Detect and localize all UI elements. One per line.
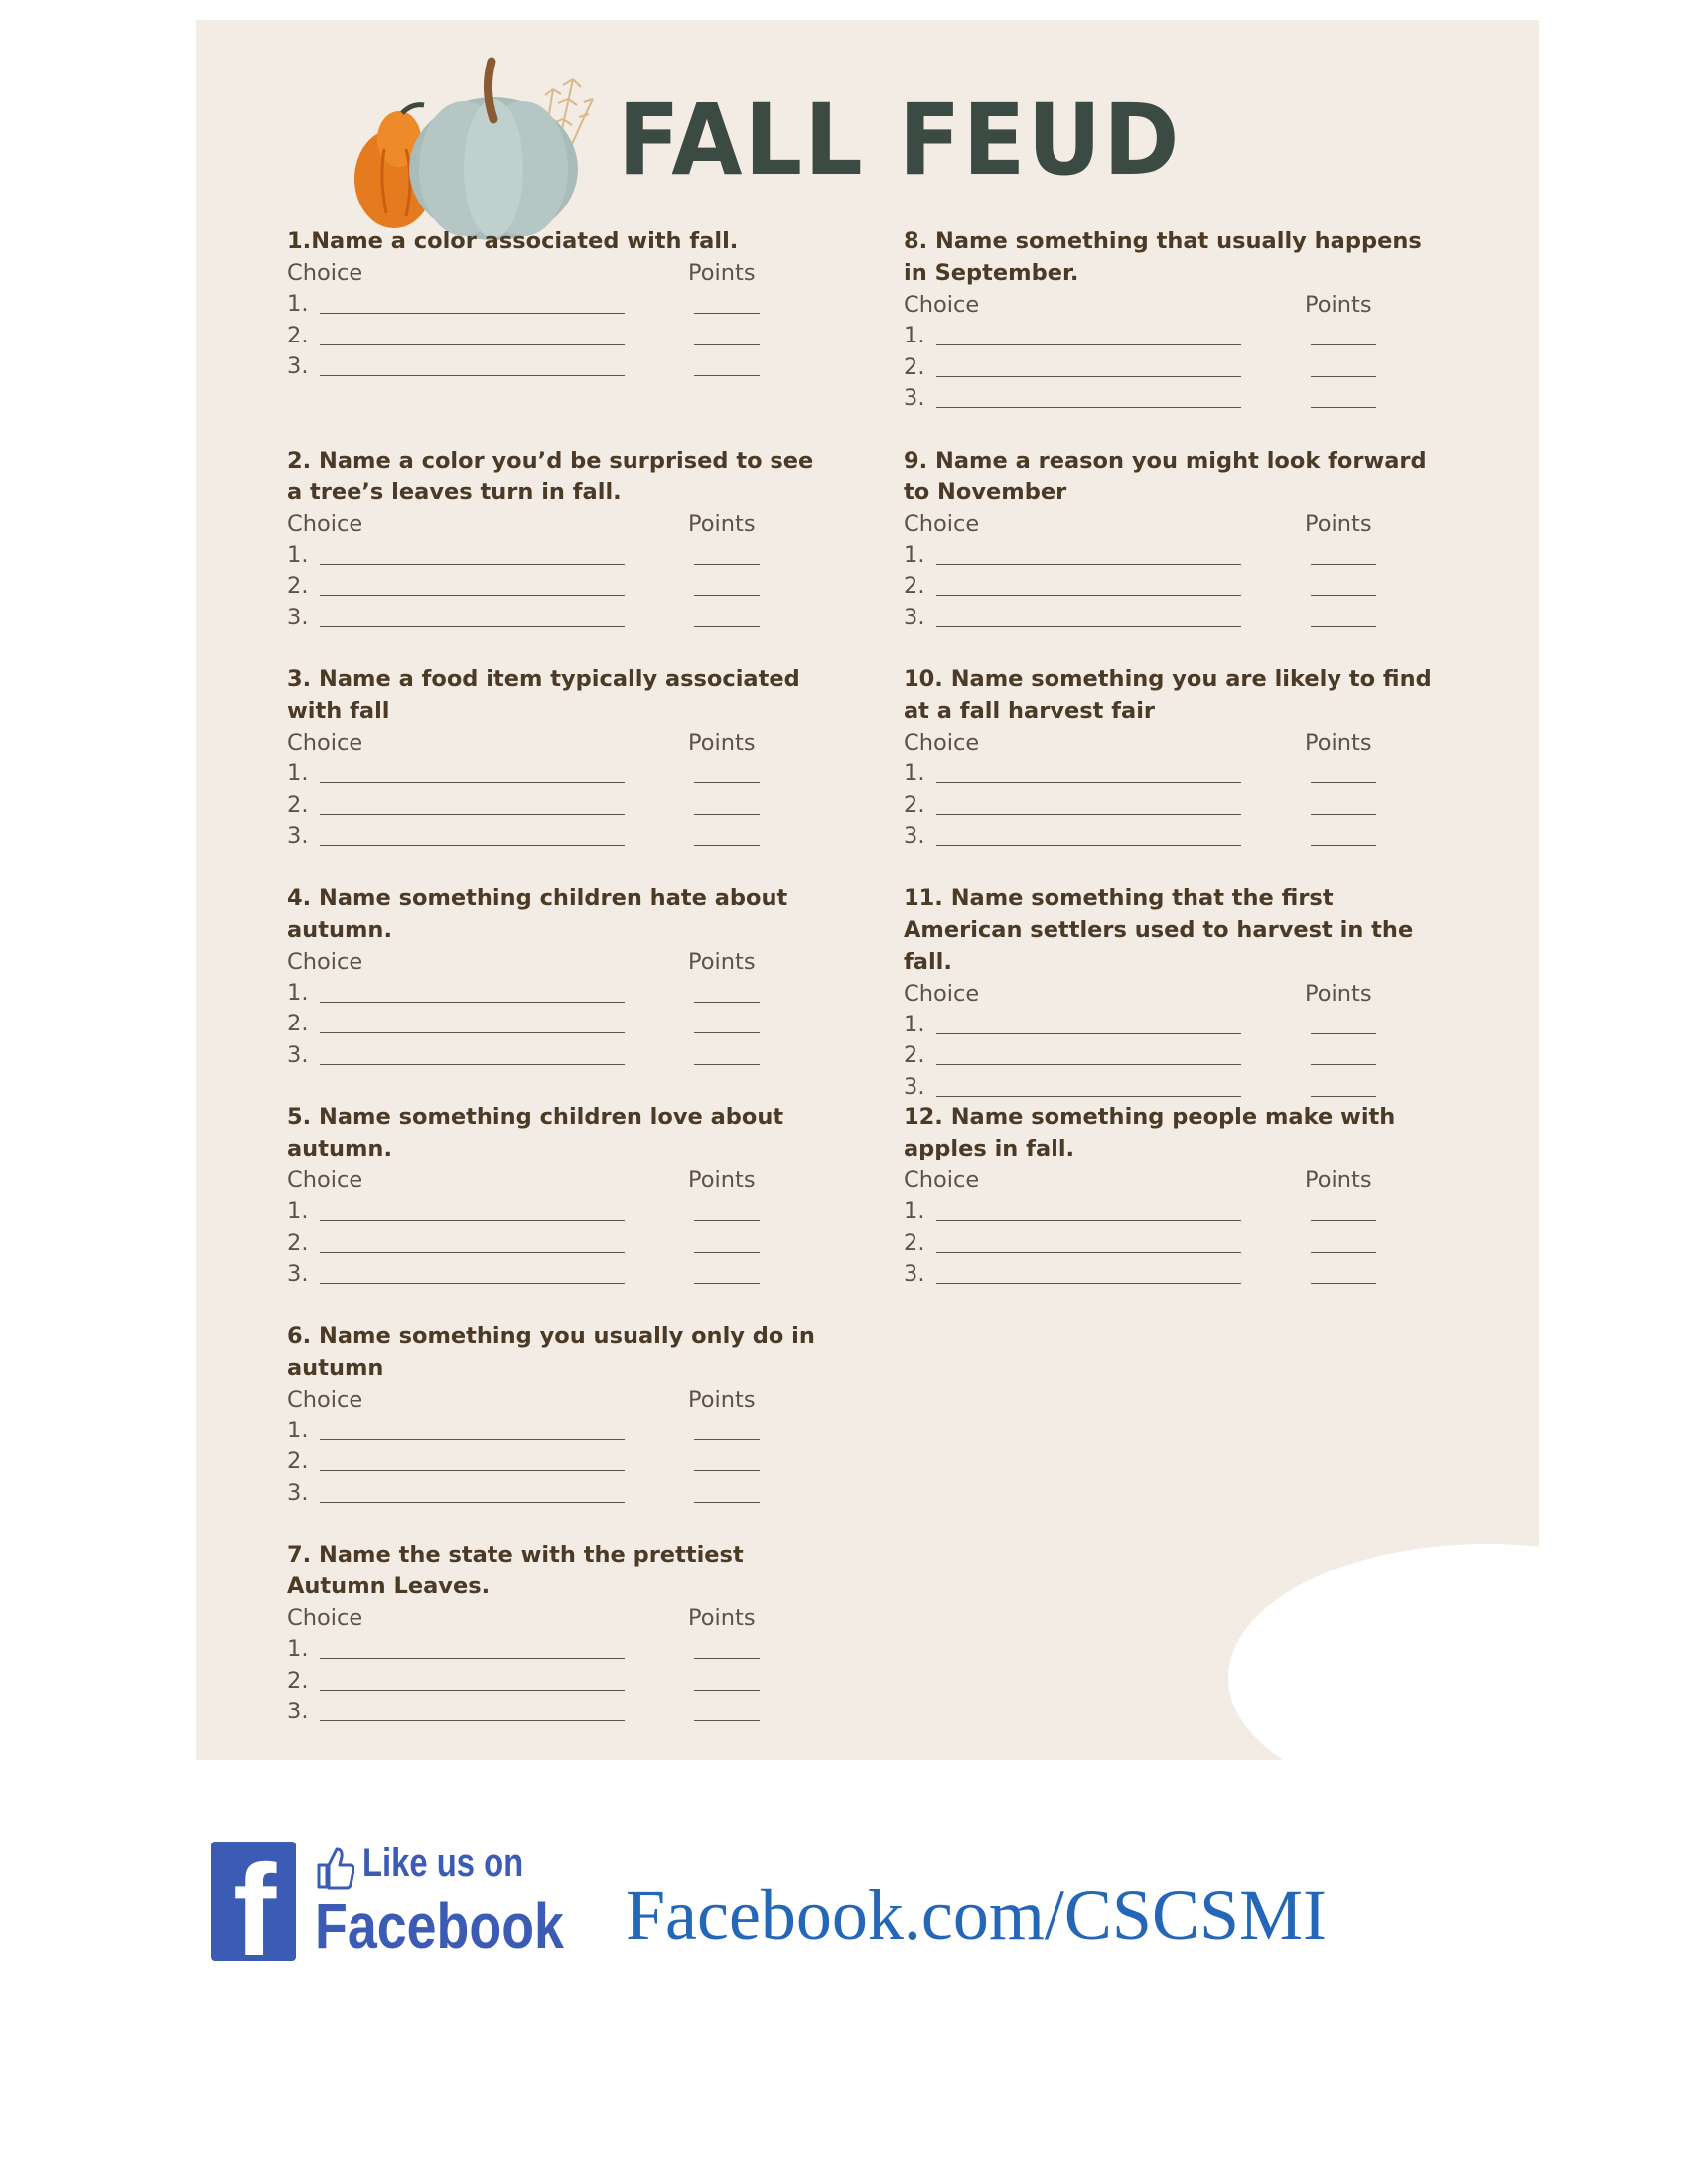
question-block — [287, 663, 843, 883]
choice-label: Choice — [904, 292, 980, 318]
answer-blank[interactable] — [936, 595, 1241, 596]
question-block — [904, 883, 1460, 1102]
choice-label: Choice — [287, 1386, 363, 1413]
points-blank[interactable] — [694, 814, 760, 815]
answer-blank[interactable] — [936, 376, 1241, 377]
points-blank[interactable] — [1311, 1220, 1376, 1221]
questions-right-column — [904, 225, 1460, 1320]
points-label: Points — [1305, 292, 1372, 318]
points-blank[interactable] — [694, 1470, 760, 1471]
question-block — [287, 1320, 843, 1540]
answer-blank[interactable] — [320, 1283, 625, 1284]
answer-blank[interactable] — [320, 1658, 625, 1659]
points-label: Points — [688, 1386, 756, 1413]
answer-blank[interactable] — [936, 626, 1241, 627]
question-block — [904, 1101, 1460, 1320]
points-blank[interactable] — [1311, 1096, 1376, 1097]
points-blank[interactable] — [694, 1502, 760, 1503]
row-number: 1. — [287, 541, 309, 568]
row-number: 1. — [904, 323, 925, 348]
row-number: 1. — [904, 541, 925, 568]
points-blank[interactable] — [694, 1064, 760, 1065]
answer-blank[interactable] — [320, 1502, 625, 1503]
row-number: 2. — [287, 322, 309, 348]
points-blank[interactable] — [694, 344, 760, 345]
answer-blank[interactable] — [936, 1096, 1241, 1097]
like-us-text: Like us on — [362, 1842, 524, 1885]
choice-label: Choice — [904, 980, 980, 1007]
question-text: 5. Name something children love about autumn. — [287, 1104, 784, 1161]
row-number: 3. — [287, 1041, 309, 1068]
row-number: 1. — [287, 1636, 309, 1662]
points-label: Points — [1305, 730, 1372, 755]
row-number: 2. — [287, 1011, 309, 1036]
points-blank[interactable] — [1311, 407, 1376, 408]
points-blank[interactable] — [694, 1283, 760, 1284]
facebook-wordmark: Facebook — [315, 1890, 564, 1962]
points-label: Points — [1305, 1167, 1372, 1193]
answer-blank[interactable] — [320, 845, 625, 846]
row-number: 2. — [287, 1667, 309, 1694]
page-title: FALL FEUD — [618, 82, 1182, 198]
question-text: 1.Name a color associated with fall. — [287, 228, 739, 254]
points-blank[interactable] — [694, 1220, 760, 1221]
points-label: Points — [688, 948, 756, 975]
row-number: 1. — [287, 1198, 309, 1224]
question-block — [287, 1101, 843, 1320]
question-block — [287, 225, 843, 445]
points-blank[interactable] — [694, 1032, 760, 1033]
points-label: Points — [688, 730, 756, 755]
question-block — [287, 883, 843, 1102]
row-number: 1. — [287, 291, 309, 317]
row-number: 2. — [287, 1229, 309, 1256]
worksheet-sheet — [196, 20, 1539, 1760]
row-number: 3. — [287, 1479, 309, 1506]
points-blank[interactable] — [694, 626, 760, 627]
points-label: Points — [1305, 510, 1372, 537]
answer-blank[interactable] — [320, 782, 625, 783]
points-blank[interactable] — [1311, 845, 1376, 846]
answer-blank[interactable] — [320, 1064, 625, 1065]
row-number: 3. — [904, 385, 925, 411]
choice-label: Choice — [287, 1605, 363, 1631]
points-blank[interactable] — [1311, 376, 1376, 377]
row-number: 3. — [904, 1073, 925, 1100]
question-text: 6. Name something you usually only do in autumn — [287, 1322, 815, 1381]
row-number: 1. — [904, 1011, 925, 1037]
answer-blank[interactable] — [936, 1064, 1241, 1065]
choice-label: Choice — [904, 510, 980, 537]
answer-blank[interactable] — [320, 375, 625, 376]
row-number: 2. — [904, 573, 925, 599]
question-block — [904, 225, 1460, 445]
choice-label: Choice — [287, 510, 363, 537]
answer-blank[interactable] — [320, 1002, 625, 1003]
row-number: 1. — [287, 979, 309, 1006]
answer-blank[interactable] — [936, 344, 1241, 345]
choice-label: Choice — [287, 260, 363, 286]
points-blank[interactable] — [694, 1658, 760, 1659]
row-number: 2. — [904, 791, 925, 818]
choice-label: Choice — [287, 948, 363, 975]
answer-blank[interactable] — [936, 564, 1241, 565]
row-number: 2. — [904, 1042, 925, 1068]
points-blank[interactable] — [694, 1002, 760, 1003]
facebook-logo-icon: f — [211, 1842, 296, 1961]
points-blank[interactable] — [694, 1252, 760, 1253]
answer-blank[interactable] — [936, 1252, 1241, 1253]
answer-blank[interactable] — [320, 595, 625, 596]
row-number: 3. — [287, 823, 309, 849]
row-number: 3. — [904, 823, 925, 849]
points-blank[interactable] — [1311, 595, 1376, 596]
answer-blank[interactable] — [936, 1220, 1241, 1221]
points-label: Points — [688, 260, 756, 286]
points-label: Points — [688, 1605, 756, 1631]
questions-left-column — [287, 225, 843, 1758]
row-number: 2. — [287, 573, 309, 599]
points-label: Points — [688, 1167, 756, 1193]
question-text: 4. Name something children hate about autumn. — [287, 885, 788, 943]
row-number: 3. — [904, 1261, 925, 1287]
row-number: 1. — [287, 1417, 309, 1443]
points-blank[interactable] — [1311, 782, 1376, 783]
points-blank[interactable] — [694, 313, 760, 314]
answer-blank[interactable] — [320, 814, 625, 815]
choice-label: Choice — [904, 730, 980, 755]
answer-blank[interactable] — [936, 1283, 1241, 1284]
points-blank[interactable] — [1311, 814, 1376, 815]
choice-label: Choice — [287, 1167, 363, 1193]
question-text: 8. Name something that usually happens in September. — [904, 228, 1422, 286]
answer-blank[interactable] — [320, 1439, 625, 1440]
row-number: 2. — [287, 791, 309, 818]
answer-blank[interactable] — [320, 1690, 625, 1691]
points-blank[interactable] — [694, 595, 760, 596]
facebook-url-link[interactable]: Facebook.com/CSCSMI — [626, 1875, 1328, 1955]
points-label: Points — [688, 510, 756, 537]
points-blank[interactable] — [1311, 564, 1376, 565]
points-blank[interactable] — [694, 845, 760, 846]
points-blank[interactable] — [1311, 1033, 1376, 1034]
points-blank[interactable] — [1311, 344, 1376, 345]
answer-blank[interactable] — [936, 845, 1241, 846]
points-blank[interactable] — [694, 782, 760, 783]
pumpkin-decoration-icon — [325, 40, 613, 248]
answer-blank[interactable] — [320, 564, 625, 565]
points-blank[interactable] — [694, 1690, 760, 1691]
row-number: 1. — [904, 1198, 925, 1224]
answer-blank[interactable] — [936, 814, 1241, 815]
row-number: 2. — [904, 1229, 925, 1256]
question-text: 12. Name something people make with apples in fall. — [904, 1104, 1396, 1161]
points-blank[interactable] — [1311, 1252, 1376, 1253]
question-text: 7. Name the state with the prettiest Autumn Leaves. — [287, 1542, 744, 1599]
question-text: 3. Name a food item typically associated with fall — [287, 666, 800, 724]
answer-blank[interactable] — [320, 344, 625, 345]
points-label: Points — [1305, 980, 1372, 1007]
row-number: 3. — [904, 604, 925, 630]
points-blank[interactable] — [694, 1720, 760, 1721]
row-number: 3. — [287, 353, 309, 379]
question-block — [904, 445, 1460, 664]
points-blank[interactable] — [694, 1439, 760, 1440]
question-block — [904, 663, 1460, 883]
question-block — [287, 1539, 843, 1758]
answer-blank[interactable] — [936, 782, 1241, 783]
points-blank[interactable] — [694, 375, 760, 376]
answer-blank[interactable] — [320, 1720, 625, 1721]
points-blank[interactable] — [1311, 626, 1376, 627]
answer-blank[interactable] — [320, 1470, 625, 1471]
answer-blank[interactable] — [320, 626, 625, 627]
choice-label: Choice — [287, 730, 363, 755]
points-blank[interactable] — [1311, 1064, 1376, 1065]
question-text: 10. Name something you are likely to find at a fall harvest fair — [904, 666, 1432, 724]
answer-blank[interactable] — [320, 313, 625, 314]
row-number: 1. — [904, 760, 925, 786]
choice-label: Choice — [904, 1167, 980, 1193]
row-number: 3. — [287, 604, 309, 630]
row-number: 1. — [287, 760, 309, 786]
points-blank[interactable] — [694, 564, 760, 565]
answer-blank[interactable] — [320, 1032, 625, 1033]
thumbs-up-icon — [315, 1845, 354, 1891]
question-text: 11. Name something that the first American settlers used to harvest in the fall. — [904, 885, 1414, 975]
row-number: 3. — [287, 1699, 309, 1724]
answer-blank[interactable] — [320, 1252, 625, 1253]
answer-blank[interactable] — [936, 407, 1241, 408]
row-number: 2. — [287, 1448, 309, 1474]
white-blob-decoration — [1228, 1544, 1539, 1760]
row-number: 3. — [287, 1261, 309, 1287]
question-text: 2. Name a color you’d be surprised to see a tree’s leaves turn in fall. — [287, 447, 814, 505]
answer-blank[interactable] — [936, 1033, 1241, 1034]
row-number: 2. — [904, 353, 925, 380]
question-block — [287, 445, 843, 664]
points-blank[interactable] — [1311, 1283, 1376, 1284]
answer-blank[interactable] — [320, 1220, 625, 1221]
question-text: 9. Name a reason you might look forward to November — [904, 447, 1427, 505]
